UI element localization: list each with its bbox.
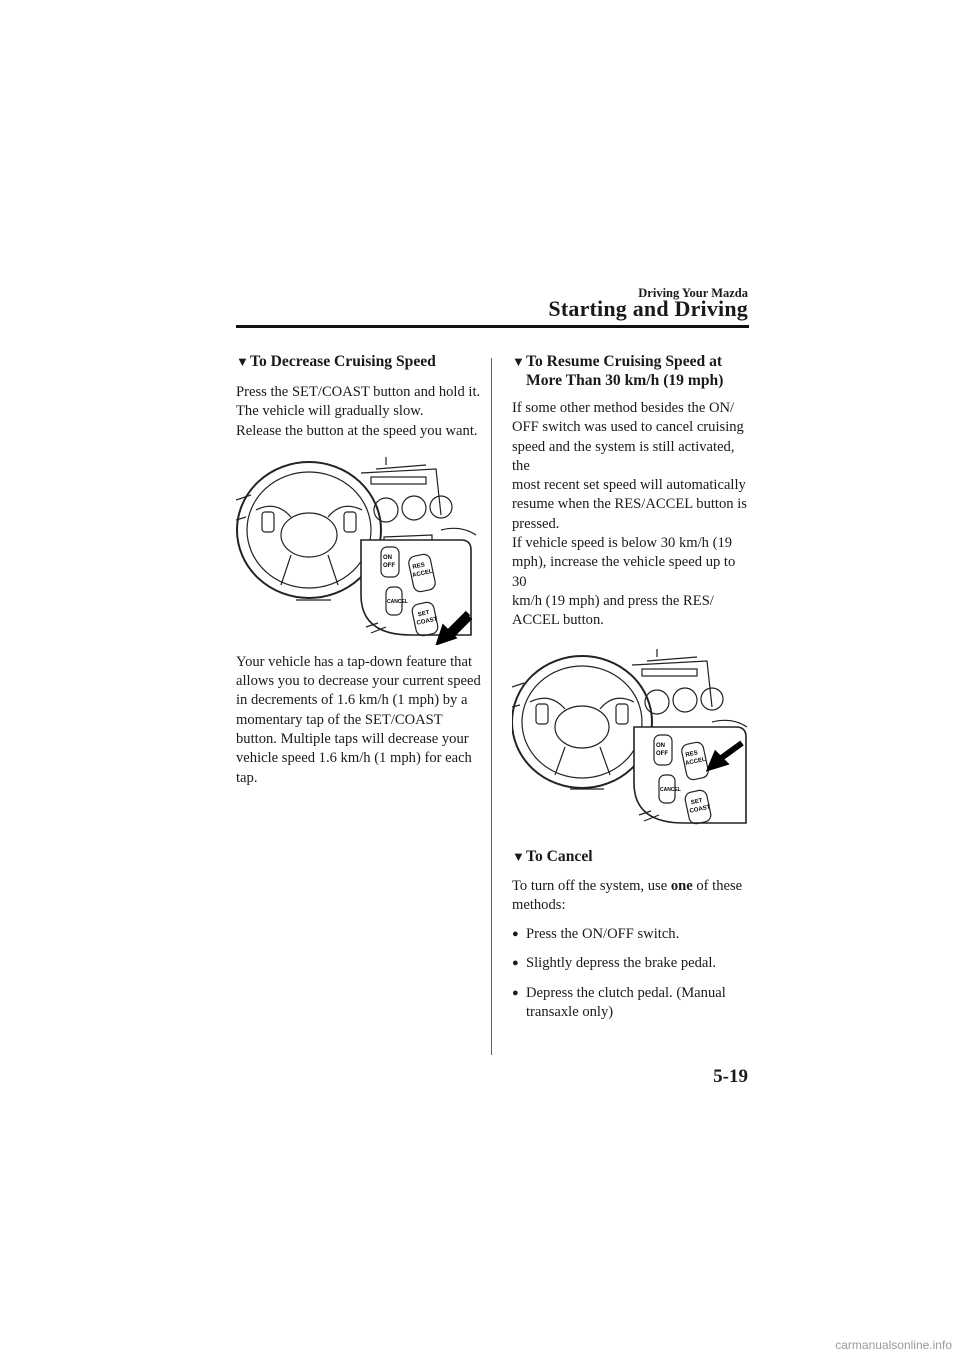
cancel-intro: To turn off the system, use one of these methods: — [512, 877, 743, 913]
svg-text:RES: RES — [685, 749, 699, 759]
svg-text:COAST: COAST — [689, 804, 711, 815]
page-number: 5-19 — [713, 1066, 748, 1087]
svg-text:COAST: COAST — [416, 616, 438, 627]
svg-text:RES: RES — [412, 562, 426, 571]
steering-wheel-set-coast-figure — [236, 455, 481, 645]
section-title: Starting and Driving — [548, 296, 748, 321]
header-rule — [236, 325, 749, 328]
triangle-bullet-icon: ▼ — [512, 354, 525, 369]
decrease-instructions: Press the SET/COAST button and hold it. The vehicle will gradually slow. Release the button at the speed you want. — [236, 384, 481, 439]
tap-down-description: Your vehicle has a tap-down feature that allows you to decrease your current speed in decrements of 1.6 km/h (1 mph) by a momentary tap of the SET/COAST button. Multiple taps will decrease your vehicle speed 1.6 km/h (1 mph) for each tap. — [236, 653, 481, 786]
chapter-title: Driving Your Mazda — [638, 286, 748, 300]
left-column — [236, 352, 481, 788]
bullet-dot-icon: ● — [512, 957, 519, 970]
svg-text:CANCEL: CANCEL — [660, 786, 681, 793]
svg-text:CANCEL: CANCEL — [387, 598, 408, 605]
column-divider — [491, 358, 492, 1055]
list-item: ● Press the ON/OFF switch. — [512, 925, 749, 944]
watermark: carmanualsonline.info — [835, 1338, 952, 1352]
svg-text:SET: SET — [417, 609, 431, 619]
cancel-methods-list — [512, 925, 749, 1022]
right-column — [512, 352, 749, 1022]
svg-text:ACCEL: ACCEL — [411, 568, 434, 579]
steering-wheel-res-accel-figure — [512, 647, 749, 829]
list-item: ● Depress the clutch pedal. (Manual transaxle only) — [512, 984, 749, 1023]
heading-cancel: ▼ To Cancel — [512, 847, 593, 865]
list-item: ● Slightly depress the brake pedal. — [512, 954, 749, 973]
svg-text:ON: ON — [656, 742, 665, 749]
triangle-bullet-icon: ▼ — [236, 354, 249, 369]
svg-text:OFF: OFF — [383, 562, 395, 569]
svg-text:SET: SET — [690, 797, 704, 806]
bullet-dot-icon: ● — [512, 986, 519, 999]
triangle-bullet-icon: ▼ — [512, 848, 525, 864]
heading-decrease-speed: ▼ To Decrease Cruising Speed — [236, 353, 436, 370]
svg-text:OFF: OFF — [656, 750, 668, 757]
svg-text:ACCEL: ACCEL — [684, 756, 707, 767]
heading-resume-speed: ▼ To Resume Cruising Speed at More Than 30 km/h (19 mph) — [512, 353, 724, 389]
svg-text:ON: ON — [383, 554, 392, 561]
resume-instructions: If some other method besides the ON/ OFF switch was used to cancel cruising speed and the system is still activated, the most recent set speed will automatically resume when the RES/ACCEL button is pressed. If vehicle speed is below 30 km/h (19 mph), increase the vehicle speed up to 30 km/h (19 mph) and press the RES/ ACCEL button. — [512, 400, 747, 629]
bullet-dot-icon: ● — [512, 928, 519, 941]
